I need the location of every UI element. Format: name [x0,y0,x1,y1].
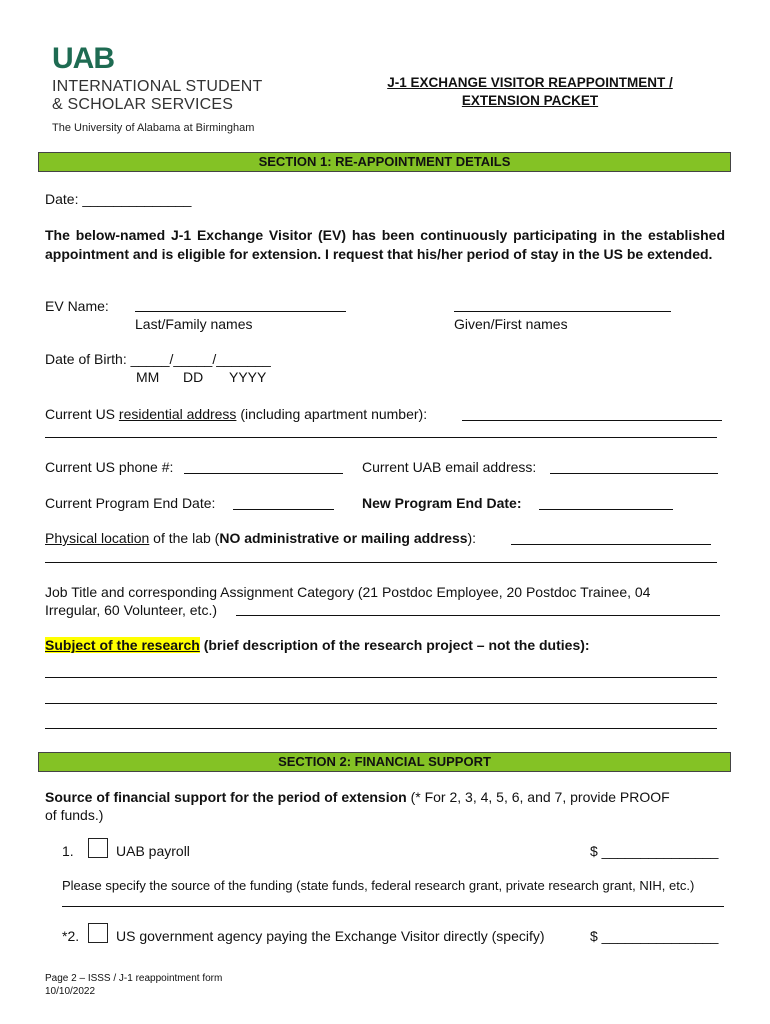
item-2-amount-field[interactable]: $ _______________ [590,928,719,944]
item-2-label: US government agency paying the Exchange Visitor directly (specify) [116,928,545,944]
address-label-pre: Current US [45,406,119,422]
phone-field[interactable] [184,473,343,474]
location-label [45,529,476,548]
address-label [45,405,427,424]
address-field-line-1[interactable] [462,420,722,421]
location-field-line-1[interactable] [511,544,711,545]
address-label-post: (including apartment number): [236,406,428,422]
document-title-line-1: J-1 EXCHANGE VISITOR REAPPOINTMENT / [387,75,673,90]
new-end-date-field[interactable] [539,509,673,510]
funding-specify-text: Please specify the source of the funding (state funds, federal research grant, private research grant, NIH, etc.) [62,878,695,893]
new-end-date-label: New Program End Date: [362,495,522,511]
subject-field-line-2[interactable] [45,703,717,704]
location-label-bold: NO administrative or mailing address [219,530,468,546]
item-1-amount-field[interactable]: $ _______________ [590,843,719,859]
subject-label [45,636,590,655]
address-label-underlined: residential address [118,406,237,422]
ev-name-label: EV Name: [45,298,109,314]
email-field[interactable] [550,473,718,474]
document-title-line-2: EXTENSION PACKET [461,93,599,108]
funding-source-line-2: of funds.) [45,807,104,823]
location-label-underlined: Physical location [45,530,150,546]
footer-line-2: 10/10/2022 [45,986,96,997]
item-1-label: UAB payroll [116,843,190,859]
address-field-line-2[interactable] [45,437,717,438]
dob-mm-caption: MM [136,369,160,385]
funding-source-rest: (* For 2, 3, 4, 5, 6, and 7, provide PROOF [406,789,670,805]
uab-logo-mark: UAB [52,42,114,75]
date-label: Date: ______________ [45,191,192,207]
uab-payroll-checkbox[interactable] [88,838,108,858]
section-1-header: SECTION 1: RE-APPOINTMENT DETAILS [38,152,731,172]
item-2-number: *2. [62,928,80,944]
location-label-end: ): [467,530,477,546]
location-label-mid: of the lab ( [149,530,220,546]
dob-yyyy-caption: YYYY [229,369,267,385]
given-names-caption: Given/First names [454,316,568,332]
funding-source-label [45,788,725,807]
job-title-label-line-1: Job Title and corresponding Assignment Category (21 Postdoc Employee, 20 Postdoc Trainee, 04 [45,584,651,600]
dob-label: Date of Birth: _____/_____/_______ [45,351,271,367]
end-date-field[interactable] [233,509,334,510]
phone-label: Current US phone #: [45,459,174,475]
end-date-label: Current Program End Date: [45,495,216,511]
job-title-label-line-2: Irregular, 60 Volunteer, etc.) [45,602,217,618]
section-2-header: SECTION 2: FINANCIAL SUPPORT [38,752,731,772]
funding-specify-field[interactable] [62,906,724,907]
subject-label-rest: (brief description of the research project – not the duties): [199,637,590,653]
us-government-agency-checkbox[interactable] [88,923,108,943]
funding-source-bold: Source of financial support for the period of extension [45,789,407,805]
subject-field-line-3[interactable] [45,728,717,729]
item-1-number: 1. [62,843,74,859]
intro-paragraph: The below-named J-1 Exchange Visitor (EV) has been continuously participating in the established appointment and is eligible for extension. I request that his/her period of stay in the US be extended. [45,227,725,262]
location-field-line-2[interactable] [45,562,717,563]
subject-label-highlighted: Subject of the research [45,637,200,653]
last-names-caption: Last/Family names [135,316,253,332]
given-name-field[interactable] [454,311,671,312]
document-title [360,74,700,110]
logo-line-2: & SCHOLAR SERVICES [52,96,234,113]
footer-line-1: Page 2 – ISSS / J-1 reappointment form [45,973,223,984]
last-name-field[interactable] [135,311,346,312]
job-title-field[interactable] [236,615,720,616]
logo-line-3: The University of Alabama at Birmingham [52,122,255,134]
logo-line-1: INTERNATIONAL STUDENT [52,78,263,95]
dob-dd-caption: DD [183,369,204,385]
subject-field-line-1[interactable] [45,677,717,678]
email-label: Current UAB email address: [362,459,537,475]
